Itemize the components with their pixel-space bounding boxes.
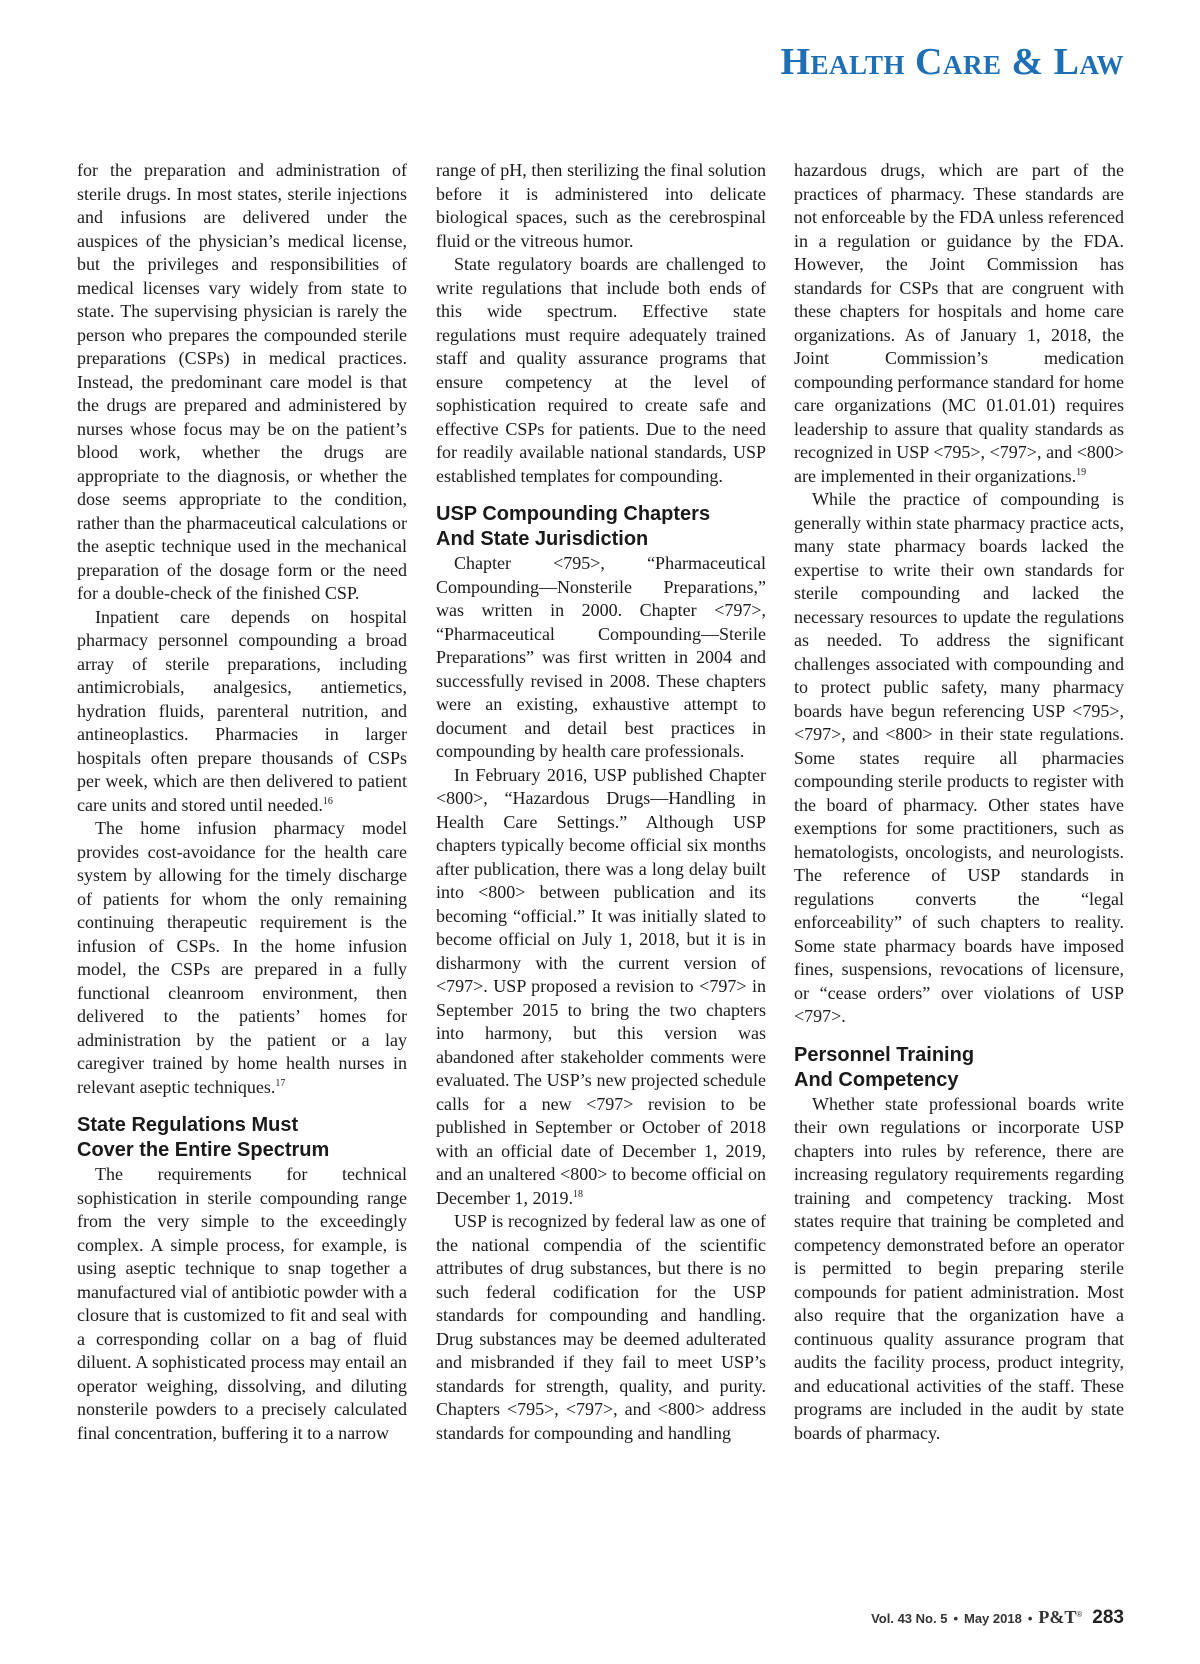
page-footer [871, 1607, 1124, 1629]
paragraph: While the practice of compounding is generally within state pharmacy practice acts, many state pharmacy boards lacked the expertise to write their own standards for sterile compounding and lacked the necessary resources to update the regulations as needed. To address the significant challenges associated with compounding and to protect public safety, many pharmacy boards have begun referencing USP <795>, <797>, and <800> in their state regulations. Some states require all pharmacies compounding sterile products to register with the board of pharmacy. Other states have exemptions for some practitioners, such as hematologists, oncologists, and neurologists. The reference of USP standards in regulations converts the “legal enforceability” of such chapters to reality. Some state pharmacy boards have imposed fines, suspensions, revocations of licensure, or “cease orders” over violations of USP <797>. [794, 489, 1124, 1026]
section-heading: Personnel Training And Competency [794, 1043, 975, 1091]
reference-superscript: 16 [322, 795, 333, 807]
paragraph: State regulatory boards are challenged to write regulations that include both ends of this wide spectrum. Effective state regulations must require adequately trained staff and quality assurance programs that ensure competency at the level of sophistication required to create safe and effective CSPs for patients. Due to the need for readily available national standards, USP established templates for compounding. [436, 254, 766, 486]
column-1 [77, 159, 407, 1445]
bullet-separator: • [1027, 1611, 1033, 1626]
bullet-separator: • [953, 1611, 958, 1626]
paragraph: The requirements for technical sophistication in sterile compounding range from the very simple to the exceedingly complex. A simple process, for example, is using aseptic technique to snap together a manufactured vial of antibiotic powder with a closure that is customized to fit and seal with a corresponding collar on a bag of fluid diluent. A sophisticated process may entail an operator weighing, dissolving, and diluting nonsterile powders to a precisely calculated final concentration, buffering it to a narrow [77, 1164, 407, 1443]
paragraph: for the preparation and administration of sterile drugs. In most states, sterile injections and infusions are delivered under the auspices of the physician’s medical license, but the privileges and responsibilities of medical licenses vary widely from state to state. The supervising physician is rarely the person who prepares the compounded sterile preparations (CSPs) in medical practices. Instead, the predominant care model is that the drugs are prepared and administered by nurses whose focus may be on the patient’s blood work, whether the drugs are appropriate to the diagnosis, or whether the dose seems appropriate to the condition, rather than the pharmaceutical calculations or the aseptic technique used in the mechanical preparation of the dosage form or the need for a double-check of the finished CSP. [77, 160, 407, 603]
paragraph: The home infusion pharmacy model provides cost-avoidance for the health care system by allowing for the timely discharge of patients for whom the only remaining continuing therapeutic requirement is the infusion of CSPs. In the home infusion model, the CSPs are prepared in a fully functional cleanroom environment, then delivered to the patients’ homes for administration by the patient or a lay caregiver trained by home health nurses in relevant aseptic techniques.$^{17}$ [77, 818, 407, 1097]
registered-mark: ® [1076, 1609, 1083, 1619]
column-3 [794, 159, 1124, 1445]
paragraph: Chapter <795>, “Pharmaceutical Compounding—Nonsterile Preparations,” was written in 2000. Chapter <797>, “Pharmaceutical Compounding—Sterile Preparations” was first written in 2004 and successfully revised in 2008. These chapters were an existing, exhaustive attempt to document and detail best practices in compounding by health care professionals. [436, 553, 766, 761]
issue-number: Vol. 43 No. 5 [871, 1611, 948, 1626]
paragraph: Inpatient care depends on hospital pharmacy personnel compounding a broad array of sterile preparations, including antimicrobials, analgesics, antiemetics, hydration fluids, parenteral nutrition, and antineoplastics. Pharmacies in larger hospitals often prepare thousands of CSPs per week, which are then delivered to patient care units and stored until needed.$^{16}$ [77, 606, 407, 815]
page-number: 283 [1092, 1607, 1124, 1628]
section-heading: USP Compounding Chapters And State Jurisdiction [436, 503, 711, 550]
paragraph: In February 2016, USP published Chapter <800>, “Hazardous Drugs—Handling in Health Care Settings.” Although USP chapters typically become official six months after publication, there was a long delay built into <800> between publication and its becoming “official.” It was initially slated to become official on July 1, 2018, but it is in disharmony with the current version of <797>. USP proposed a revision to <797> in September 2015 to bring the two chapters into harmony, but this version was abandoned after stakeholder comments were evaluated. The USP’s new projected schedule calls for a new <797> revision to be published in September or October of 2018 with an official date of December 1, 2019, and an unaltered <800> to become official on December 1, 2019.18 [436, 764, 766, 1208]
issue-date: May 2018 [964, 1611, 1022, 1626]
reference-superscript: 18 [572, 1188, 583, 1200]
paragraph: hazardous drugs, which are part of the practices of pharmacy. These standards are not enforceable by the FDA unless referenced in a regulation or guidance by the FDA. However, the Joint Commission has standards for CSPs that are congruent with these chapters for hospitals and home care organizations. As of January 1, 2018, the Joint Commission’s medication compounding performance standard for home care organizations (MC 01.01.01) requires leadership to assure that quality standards as recognized in USP <795>, <797>, and <800> are implemented in their organizations.$^{19}$ [794, 160, 1124, 486]
section-header: Health Care & Law [780, 41, 1124, 83]
reference-superscript: 17 [275, 1077, 286, 1089]
section-heading: State Regulations Must Cover the Entire Spectrum [77, 1114, 330, 1161]
paragraph: range of pH, then sterilizing the final solution before it is administered into delicate biological spaces, such as the cerebrospinal fluid or the vitreous humor. [436, 160, 766, 251]
column-2 [436, 159, 766, 1445]
paragraph: Whether state professional boards write their own regulations or incorporate USP chapters into rules by reference, there are increasing regulatory requirements regarding training and competency tracking. Most states require that training be completed and competency demonstrated before an operator is permitted to begin preparing sterile compounds for patient administration. Most also require that the organization have a continuous quality assurance program that audits the facility process, product integrity, and educational activities of the staff. These programs are included in the audit by state boards of pharmacy. [794, 1093, 1124, 1443]
reference-superscript: 19 [1076, 466, 1087, 478]
paragraph: USP is recognized by federal law as one of the national compendia of the scientific attributes of drug substances, but there is no such federal codification for the USP standards for compounding and handling. Drug substances may be deemed adulterated and misbranded if they fail to meet USP’s standards for strength, quality, and purity. Chapters <795>, <797>, and <800> address standards for compounding and handling [436, 1211, 766, 1443]
journal-name: P&T [1038, 1607, 1077, 1627]
